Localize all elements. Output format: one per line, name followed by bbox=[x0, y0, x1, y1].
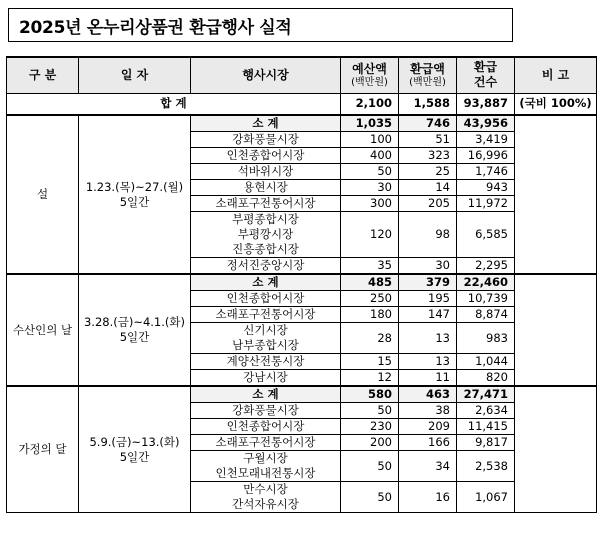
refund-cell: 38 bbox=[399, 403, 457, 419]
count-cell: 8,874 bbox=[457, 307, 515, 323]
market-name-line: 신기시장 bbox=[243, 323, 288, 337]
budget-cell: 15 bbox=[341, 354, 399, 370]
subtotal-budget: 580 bbox=[341, 386, 399, 403]
total-remark: (국비 100%) bbox=[515, 93, 597, 115]
group-period-dates: 3.28.(금)~4.1.(화) bbox=[83, 315, 185, 329]
count-cell: 6,585 bbox=[457, 212, 515, 258]
header-row bbox=[7, 57, 597, 93]
header-refund bbox=[399, 57, 457, 93]
budget-cell: 100 bbox=[341, 132, 399, 148]
refund-cell: 34 bbox=[399, 451, 457, 482]
budget-cell: 250 bbox=[341, 291, 399, 307]
header-count bbox=[457, 57, 515, 93]
count-cell: 1,746 bbox=[457, 164, 515, 180]
market-name bbox=[191, 258, 341, 275]
header-refund-label: 환급액 bbox=[410, 61, 445, 76]
count-cell: 11,972 bbox=[457, 196, 515, 212]
subtotal-row bbox=[7, 115, 597, 132]
refund-cell: 11 bbox=[399, 370, 457, 387]
refund-cell: 13 bbox=[399, 323, 457, 354]
market-name-line: 인천종합어시장 bbox=[226, 291, 305, 305]
subtotal-row bbox=[7, 274, 597, 291]
budget-cell: 30 bbox=[341, 180, 399, 196]
market-name bbox=[191, 370, 341, 387]
count-cell: 16,996 bbox=[457, 148, 515, 164]
group-category: 수산인의 날 bbox=[7, 274, 79, 386]
group-remark bbox=[515, 274, 597, 386]
header-period: 일 자 bbox=[79, 57, 191, 93]
refund-cell: 30 bbox=[399, 258, 457, 275]
total-label: 합 계 bbox=[7, 93, 341, 115]
subtotal-label: 소 계 bbox=[191, 115, 341, 132]
subtotal-refund: 379 bbox=[399, 274, 457, 291]
market-name bbox=[191, 132, 341, 148]
count-cell: 3,419 bbox=[457, 132, 515, 148]
subtotal-count: 22,460 bbox=[457, 274, 515, 291]
page-title-text: 2025년 온누리상품권 환급행사 실적 bbox=[19, 17, 292, 38]
market-name bbox=[191, 307, 341, 323]
market-name bbox=[191, 403, 341, 419]
count-cell: 9,817 bbox=[457, 435, 515, 451]
refund-cell: 14 bbox=[399, 180, 457, 196]
group-period-duration: 5일간 bbox=[119, 194, 150, 209]
page-title bbox=[8, 8, 513, 42]
refund-cell: 323 bbox=[399, 148, 457, 164]
budget-cell: 180 bbox=[341, 307, 399, 323]
count-cell: 943 bbox=[457, 180, 515, 196]
market-name-line: 소래포구전통어시장 bbox=[215, 196, 316, 210]
market-name-line: 남부종합시장 bbox=[232, 338, 299, 352]
group-period bbox=[79, 386, 191, 513]
refund-cell: 16 bbox=[399, 482, 457, 513]
market-name-line: 진흥종합시장 bbox=[232, 242, 299, 256]
subtotal-budget: 485 bbox=[341, 274, 399, 291]
subtotal-count: 43,956 bbox=[457, 115, 515, 132]
total-count: 93,887 bbox=[457, 93, 515, 115]
subtotal-budget: 1,035 bbox=[341, 115, 399, 132]
header-count-l2: 건수 bbox=[473, 75, 498, 90]
market-name-line: 부평종합시장 bbox=[232, 212, 299, 226]
group-period bbox=[79, 274, 191, 386]
market-name-line: 계양산전통시장 bbox=[226, 354, 305, 368]
refund-cell: 205 bbox=[399, 196, 457, 212]
budget-cell: 230 bbox=[341, 419, 399, 435]
refund-results-table bbox=[6, 56, 597, 513]
subtotal-refund: 463 bbox=[399, 386, 457, 403]
market-name bbox=[191, 180, 341, 196]
market-name-line: 소래포구전통어시장 bbox=[215, 307, 316, 321]
market-name-line: 인천종합어시장 bbox=[226, 148, 305, 162]
group-remark bbox=[515, 115, 597, 274]
budget-cell: 200 bbox=[341, 435, 399, 451]
refund-cell: 209 bbox=[399, 419, 457, 435]
group-period bbox=[79, 115, 191, 274]
budget-cell: 12 bbox=[341, 370, 399, 387]
refund-cell: 195 bbox=[399, 291, 457, 307]
count-cell: 983 bbox=[457, 323, 515, 354]
refund-cell: 98 bbox=[399, 212, 457, 258]
market-name-line: 인천모래내전통시장 bbox=[215, 466, 316, 480]
market-name-line: 인천종합어시장 bbox=[226, 419, 305, 433]
group-period-duration: 5일간 bbox=[119, 330, 150, 344]
subtotal-refund: 746 bbox=[399, 115, 457, 132]
refund-cell: 51 bbox=[399, 132, 457, 148]
market-name bbox=[191, 164, 341, 180]
market-name-line: 소래포구전통어시장 bbox=[215, 435, 316, 449]
market-name-line: 구월시장 bbox=[243, 451, 288, 465]
market-name-line: 간석자유시장 bbox=[232, 497, 299, 511]
count-cell: 2,634 bbox=[457, 403, 515, 419]
market-name bbox=[191, 354, 341, 370]
subtotal-count: 27,471 bbox=[457, 386, 515, 403]
market-name bbox=[191, 323, 341, 354]
market-name-line: 강화풍물시장 bbox=[232, 132, 299, 146]
group-period-duration: 5일간 bbox=[119, 449, 150, 464]
header-remark: 비 고 bbox=[515, 57, 597, 93]
refund-cell: 13 bbox=[399, 354, 457, 370]
header-count-l1: 환급 bbox=[473, 60, 498, 75]
market-name-line: 용현시장 bbox=[243, 180, 288, 194]
market-name bbox=[191, 482, 341, 513]
header-category: 구 분 bbox=[7, 57, 79, 93]
count-cell: 11,415 bbox=[457, 419, 515, 435]
header-budget-unit: (백만원) bbox=[351, 76, 388, 88]
header-market: 행사시장 bbox=[191, 57, 341, 93]
budget-cell: 50 bbox=[341, 403, 399, 419]
market-name bbox=[191, 212, 341, 258]
group-period-dates: 5.9.(금)~13.(화) bbox=[89, 434, 180, 449]
budget-cell: 400 bbox=[341, 148, 399, 164]
market-name-line: 만수시장 bbox=[243, 482, 288, 496]
count-cell: 2,538 bbox=[457, 451, 515, 482]
table-body bbox=[7, 93, 597, 513]
subtotal-label: 소 계 bbox=[191, 274, 341, 291]
market-name bbox=[191, 435, 341, 451]
subtotal-row bbox=[7, 386, 597, 403]
group-remark bbox=[515, 386, 597, 513]
market-name bbox=[191, 451, 341, 482]
total-row bbox=[7, 93, 597, 115]
market-name bbox=[191, 196, 341, 212]
market-name-line: 부평깡시장 bbox=[237, 227, 294, 241]
market-name bbox=[191, 148, 341, 164]
market-name-line: 정서진중앙시장 bbox=[226, 258, 305, 272]
total-budget: 2,100 bbox=[341, 93, 399, 115]
market-name bbox=[191, 291, 341, 307]
budget-cell: 35 bbox=[341, 258, 399, 275]
total-refund: 1,588 bbox=[399, 93, 457, 115]
market-name-line: 강남시장 bbox=[243, 370, 288, 384]
count-cell: 1,067 bbox=[457, 482, 515, 513]
header-budget-label: 예산액 bbox=[352, 61, 387, 76]
group-category: 설 bbox=[7, 115, 79, 274]
budget-cell: 50 bbox=[341, 482, 399, 513]
market-name-line: 석바위시장 bbox=[237, 164, 294, 178]
budget-cell: 50 bbox=[341, 451, 399, 482]
budget-cell: 50 bbox=[341, 164, 399, 180]
group-period-dates: 1.23.(목)~27.(월) bbox=[85, 179, 184, 194]
market-name bbox=[191, 419, 341, 435]
market-name-line: 강화풍물시장 bbox=[232, 403, 299, 417]
budget-cell: 300 bbox=[341, 196, 399, 212]
refund-cell: 166 bbox=[399, 435, 457, 451]
budget-cell: 28 bbox=[341, 323, 399, 354]
refund-cell: 25 bbox=[399, 164, 457, 180]
subtotal-label: 소 계 bbox=[191, 386, 341, 403]
count-cell: 820 bbox=[457, 370, 515, 387]
budget-cell: 120 bbox=[341, 212, 399, 258]
header-budget bbox=[341, 57, 399, 93]
count-cell: 1,044 bbox=[457, 354, 515, 370]
header-refund-unit: (백만원) bbox=[409, 76, 446, 88]
count-cell: 10,739 bbox=[457, 291, 515, 307]
count-cell: 2,295 bbox=[457, 258, 515, 275]
group-category: 가정의 달 bbox=[7, 386, 79, 513]
refund-cell: 147 bbox=[399, 307, 457, 323]
